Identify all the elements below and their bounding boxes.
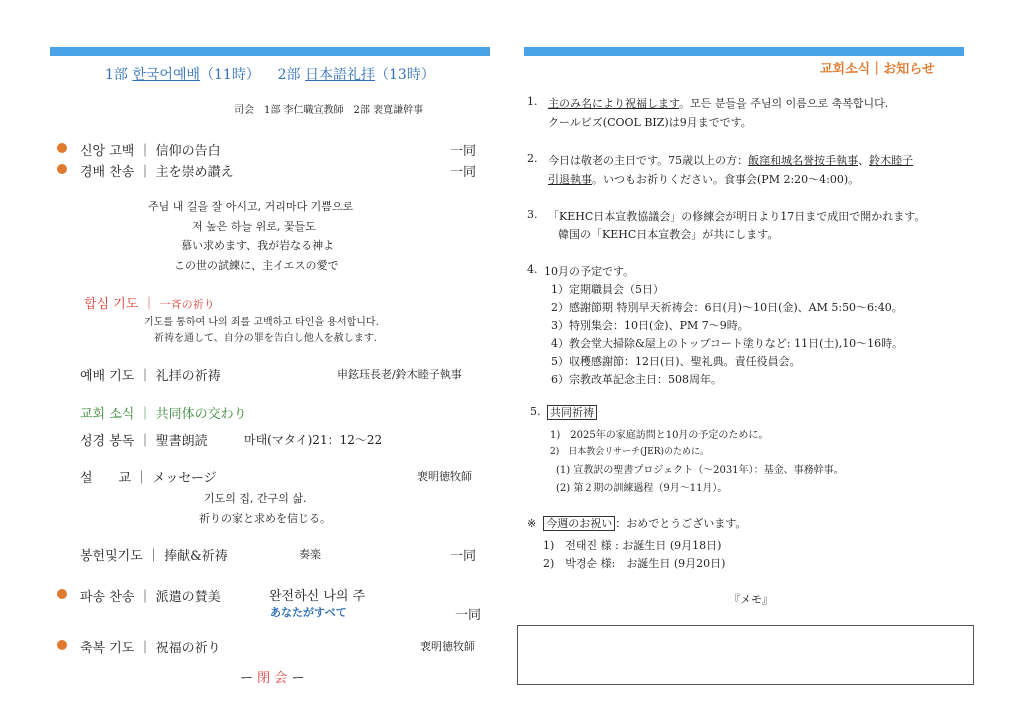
right-header-bar — [524, 47, 964, 56]
hymn-line-4: この世の試練に、主イエスの愛で — [174, 259, 339, 272]
creed-row: 신앙 고백 ｜ 信仰の告白 — [80, 144, 221, 159]
item-3-number: 3. — [527, 208, 538, 221]
hymn-line-1: 주님 내 길을 잘 아시고, 거리마다 기쁨으로 — [148, 200, 354, 213]
bullet-icon — [57, 640, 67, 650]
worship-prayer-row: 예배 기도 ｜ 礼拝の祈祷 — [80, 369, 221, 384]
hymn-line-3: 慕い求めます、我が岩なる神よ — [181, 239, 335, 252]
bullet-icon — [57, 164, 67, 174]
item-1-number: 1. — [527, 95, 538, 108]
unison-line-1: 기도를 통하여 나의 죄를 고백하고 타인을 용서합니다. — [144, 317, 379, 328]
prayer-item: (1) 宣教訳の聖書プロジェクト（～2031年）：基金、事務幹事。 — [556, 465, 844, 476]
bullet-icon — [57, 589, 67, 599]
item-2-line-2: 引退執事。いつもお祈りください。食事会(PM 2:20～4:00)。 — [548, 173, 860, 186]
prayer-item: 2) 日本教会リサーチ(JER)のために。 — [550, 447, 710, 457]
blessing-who: 裵明徳牧師 — [420, 640, 475, 653]
schedule-item: 4）教会堂大掃除&屋上のトップコート塗りなど: 11日(土),10～16時。 — [551, 337, 904, 350]
unison-line-2: 祈祷を通して、自分の罪を告白し他人を赦します. — [154, 333, 377, 344]
officiant: 司会 1部 李仁職宣教師 2部 裵寬謙幹事 — [234, 105, 424, 116]
item-3-line-1: 「KEHC日本宣教協議会」の修練会が明日より17日まで成田で開かれます。 — [548, 210, 926, 223]
bullet-icon — [57, 143, 67, 153]
birthday-row: ※ 今週のお祝い ：おめでとうございます。 — [527, 517, 747, 530]
sending-song-ja: あなたがすべて — [270, 606, 347, 619]
closing: ー 閉 会 ー — [240, 671, 305, 686]
offering-who: 一同 — [450, 549, 477, 564]
sermon-title-2: 祈りの家と求めを信じる。 — [199, 512, 331, 525]
offering-music: 奏楽 — [299, 548, 321, 561]
item-4-number: 4. — [527, 263, 538, 276]
prayer-item: (2) 第２期の訓練過程（9月～11月）。 — [556, 483, 728, 494]
item-2-number: 2. — [527, 152, 538, 165]
schedule-item: 3）特別集会：10日(金)、PM 7～9時。 — [551, 319, 749, 332]
blessing-row: 축복 기도 ｜ 祝福の祈り — [80, 641, 221, 656]
memo-label: 『メモ』 — [729, 593, 773, 606]
sending-row: 파송 찬송 ｜ 派遣の賛美 — [80, 590, 221, 605]
news-title: 교회소식｜お知らせ — [820, 62, 935, 77]
birthday-item: 1) 전태진 様 : お誕生日 (9月18日) — [543, 539, 722, 552]
item-1-line-2: クールビズ(COOL BIZ)は9月までです。 — [548, 116, 752, 129]
bible-row: 성경 봉독 ｜ 聖書朗読 — [80, 434, 208, 449]
item-1-line-1: 主のみ名により祝福します。모든 분들을 주님의 이름으로 축복합니다. — [548, 97, 889, 110]
item-3-line-2: 韓国の「KEHC日本宣教会」が共にします。 — [558, 228, 779, 241]
unison-prayer-heading: 합심 기도 ｜ 一斉の祈り — [84, 297, 215, 312]
bible-ref: 마태(マタイ)21：12～22 — [244, 433, 383, 447]
praise-row: 경배 찬송 ｜ 主を崇め讃え — [80, 165, 234, 180]
service-header: 1部 한국어예배（11時） 2部 日本語礼拝（13時） — [105, 67, 435, 83]
sermon-who: 裵明徳牧師 — [417, 470, 472, 483]
schedule-item: 6）宗教改革記念主日：508周年。 — [551, 373, 722, 386]
sending-who: 一同 — [455, 608, 482, 623]
item-2-line-1: 今日は敬老の主日です。75歳以上の方：飯窪和城名誉按手執事、鈴木睦子 — [548, 154, 914, 167]
creed-who: 一同 — [450, 144, 477, 159]
item-4-heading: 10月の予定です。 — [544, 265, 635, 278]
schedule-item: 2）感謝節期 特別早天祈祷会：6日(月)～10日(金)、AM 5:50～6:40。 — [551, 301, 903, 314]
worship-prayer-who: 申鉉珏長老/鈴木睦子執事 — [337, 368, 462, 381]
hymn-line-2: 저 높은 하늘 위로, 꽃들도 — [192, 220, 316, 233]
sending-song: 완전하신 나의 주 — [269, 589, 366, 604]
sermon-row: 설 교 ｜ メッセージ — [80, 471, 217, 486]
offering-row: 봉헌및기도 ｜ 捧献&祈祷 — [80, 549, 228, 564]
news-heading: 교회 소식 ｜ 共同体の交わり — [80, 407, 247, 422]
item-5-heading: 共同祈祷 — [547, 404, 597, 420]
schedule-item: 1）定期職員会（5日） — [551, 283, 664, 296]
birthday-item: 2) 박경순 様: お誕生日 (9月20日) — [543, 557, 726, 570]
item-5-number: 5. — [530, 405, 541, 418]
sermon-title-1: 기도의 집, 간구의 삶. — [204, 492, 307, 505]
praise-who: 一同 — [450, 165, 477, 180]
prayer-item: 1) 2025年の家庭訪問と10月の予定のために。 — [550, 430, 769, 441]
left-header-bar — [50, 47, 490, 56]
memo-box[interactable] — [517, 625, 974, 685]
schedule-item: 5）収穫感謝節：12日(日)、聖礼典。責任役員会。 — [551, 355, 801, 368]
